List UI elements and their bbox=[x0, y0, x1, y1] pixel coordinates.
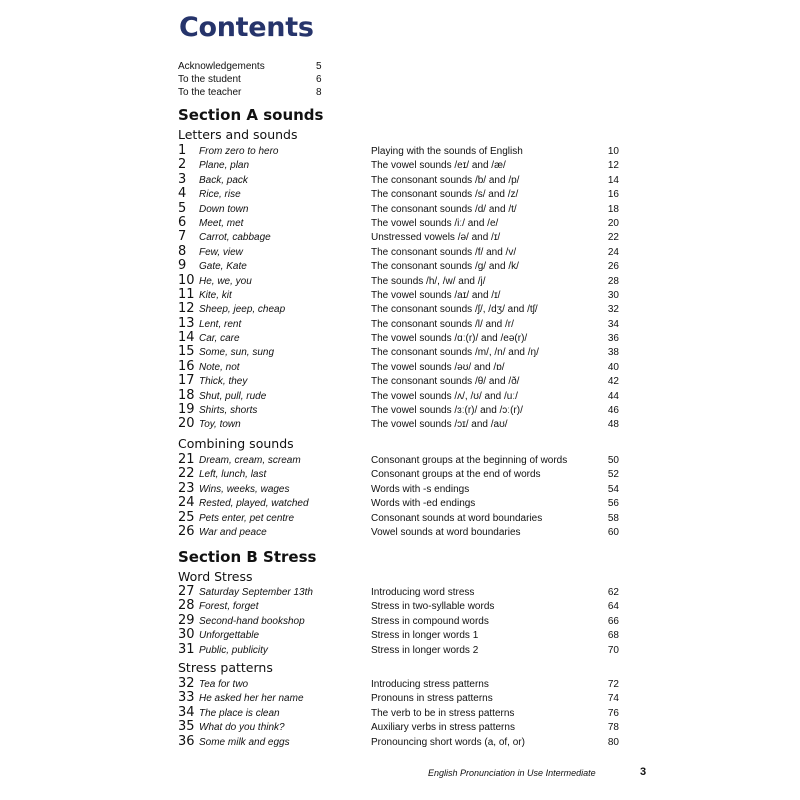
unit-description: Stress in longer words 1 bbox=[371, 630, 479, 642]
unit-page: 28 bbox=[607, 275, 619, 287]
unit-page: 46 bbox=[607, 405, 619, 417]
unit-page: 54 bbox=[607, 483, 619, 495]
unit-number: 27 bbox=[178, 584, 195, 599]
unit-row[interactable] bbox=[178, 243, 623, 260]
unit-number: 32 bbox=[178, 676, 195, 691]
unit-number: 22 bbox=[178, 466, 195, 482]
unit-page: 72 bbox=[607, 679, 619, 690]
unit-number: 25 bbox=[178, 509, 195, 525]
unit-page: 78 bbox=[607, 722, 619, 734]
unit-row[interactable] bbox=[178, 733, 623, 750]
unit-description: Unstressed vowels /ə/ and /ɪ/ bbox=[371, 232, 501, 244]
unit-page: 62 bbox=[607, 587, 619, 598]
unit-number: 26 bbox=[178, 523, 195, 539]
unit-number: 12 bbox=[178, 301, 195, 317]
unit-description: Stress in compound words bbox=[371, 615, 489, 627]
unit-number: 1 bbox=[178, 143, 187, 158]
unit-row[interactable] bbox=[178, 629, 623, 643]
front-matter-label: Acknowledgements bbox=[178, 61, 265, 72]
unit-title: Public, publicity bbox=[199, 644, 268, 656]
unit-number: 5 bbox=[178, 200, 187, 216]
unit-row[interactable] bbox=[178, 418, 623, 432]
unit-page: 58 bbox=[607, 512, 619, 524]
page-title: Contents bbox=[179, 12, 314, 43]
unit-list-letters-and-sounds bbox=[178, 145, 623, 433]
unit-number: 14 bbox=[178, 330, 195, 346]
unit-page: 74 bbox=[607, 693, 619, 705]
unit-description: The consonant sounds /ʃ/, /dʒ/ and /tʃ/ bbox=[371, 304, 538, 316]
section-a-heading: Section A sounds bbox=[178, 106, 324, 124]
front-matter-label: To the teacher bbox=[178, 87, 242, 98]
unit-title: Tea for two bbox=[199, 679, 249, 690]
unit-list-word-stress bbox=[178, 586, 623, 658]
unit-description: Stress in longer words 2 bbox=[371, 644, 479, 656]
unit-row[interactable] bbox=[178, 171, 623, 188]
unit-page: 34 bbox=[607, 318, 619, 330]
unit-description: Vowel sounds at word boundaries bbox=[371, 526, 521, 538]
unit-page: 36 bbox=[607, 333, 619, 345]
unit-row[interactable] bbox=[178, 303, 623, 317]
front-matter-label: To the student bbox=[178, 74, 241, 85]
unit-page: 32 bbox=[607, 304, 619, 316]
unit-description: Introducing stress patterns bbox=[371, 679, 489, 690]
unit-number: 2 bbox=[178, 157, 187, 173]
unit-number: 11 bbox=[178, 286, 195, 302]
front-matter-page: 8 bbox=[316, 87, 322, 98]
unit-description: Consonant sounds at word boundaries bbox=[371, 512, 543, 524]
unit-page: 24 bbox=[607, 246, 619, 258]
unit-description: Words with -ed endings bbox=[371, 498, 476, 510]
unit-number: 29 bbox=[178, 612, 195, 628]
unit-row[interactable] bbox=[178, 586, 623, 600]
unit-row[interactable] bbox=[178, 231, 623, 245]
unit-row[interactable] bbox=[178, 678, 623, 692]
front-matter-list bbox=[178, 60, 328, 99]
unit-page: 42 bbox=[607, 376, 619, 388]
unit-title: Dream, cream, scream bbox=[199, 455, 301, 466]
unit-number: 10 bbox=[178, 272, 195, 288]
unit-number: 15 bbox=[178, 344, 195, 360]
unit-title: Gate, Kate bbox=[199, 261, 247, 273]
unit-title: Plane, plan bbox=[199, 160, 250, 172]
unit-title: Note, not bbox=[199, 361, 240, 373]
unit-title: Sheep, jeep, cheap bbox=[199, 304, 286, 316]
unit-row[interactable] bbox=[178, 375, 623, 389]
unit-description: The vowel sounds /ɑː(r)/ and /eə(r)/ bbox=[371, 333, 528, 345]
unit-number: 20 bbox=[178, 416, 195, 432]
unit-title: Toy, town bbox=[199, 419, 241, 431]
unit-row[interactable] bbox=[178, 145, 623, 159]
unit-page: 60 bbox=[607, 526, 619, 538]
unit-title: From zero to hero bbox=[199, 146, 279, 157]
unit-title: Unforgettable bbox=[199, 630, 260, 642]
unit-description: The verb to be in stress patterns bbox=[371, 707, 515, 719]
unit-list-stress-patterns bbox=[178, 678, 623, 750]
unit-title: Rested, played, watched bbox=[199, 498, 309, 510]
unit-number: 16 bbox=[178, 358, 195, 374]
unit-title: Down town bbox=[199, 203, 249, 215]
unit-number: 6 bbox=[178, 214, 187, 230]
unit-page: 20 bbox=[607, 217, 619, 229]
unit-title: Car, care bbox=[199, 333, 240, 345]
unit-description: The vowel sounds /eɪ/ and /æ/ bbox=[371, 160, 506, 172]
unit-description: The consonant sounds /g/ and /k/ bbox=[371, 261, 519, 273]
unit-title: Forest, forget bbox=[199, 601, 259, 613]
unit-row[interactable] bbox=[178, 200, 623, 217]
group-heading-combining-sounds: Combining sounds bbox=[178, 436, 294, 451]
unit-number: 17 bbox=[178, 373, 195, 389]
unit-title: Carrot, cabbage bbox=[199, 232, 271, 244]
unit-description: Stress in two-syllable words bbox=[371, 601, 495, 613]
unit-row[interactable] bbox=[178, 346, 623, 360]
unit-description: The vowel sounds /iː/ and /e/ bbox=[371, 217, 499, 229]
unit-description: The consonant sounds /s/ and /z/ bbox=[371, 189, 519, 201]
group-heading-word-stress: Word Stress bbox=[178, 569, 253, 584]
unit-title: What do you think? bbox=[199, 722, 285, 734]
unit-title: Shirts, shorts bbox=[199, 405, 258, 417]
unit-row[interactable] bbox=[178, 159, 623, 173]
unit-number: 3 bbox=[178, 171, 187, 187]
front-matter-item[interactable] bbox=[178, 73, 328, 86]
section-b-heading: Section B Stress bbox=[178, 548, 317, 566]
unit-page: 16 bbox=[607, 189, 619, 201]
unit-row[interactable] bbox=[178, 214, 623, 231]
unit-description: The vowel sounds /əʊ/ and /ɒ/ bbox=[371, 361, 505, 373]
unit-description: Playing with the sounds of English bbox=[371, 146, 523, 157]
unit-title: Lent, rent bbox=[199, 318, 242, 330]
unit-page: 12 bbox=[607, 160, 619, 172]
unit-description: Pronouns in stress patterns bbox=[371, 693, 493, 705]
unit-number: 24 bbox=[178, 495, 195, 511]
unit-page: 52 bbox=[607, 469, 619, 481]
unit-number: 13 bbox=[178, 315, 195, 331]
unit-title: War and peace bbox=[199, 526, 267, 538]
unit-number: 30 bbox=[178, 627, 195, 643]
unit-page: 38 bbox=[607, 347, 619, 359]
unit-description: The consonant sounds /l/ and /r/ bbox=[371, 318, 514, 330]
unit-description: The vowel sounds /aɪ/ and /ɪ/ bbox=[371, 289, 501, 301]
unit-title: Saturday September 13th bbox=[199, 587, 313, 598]
unit-title: Some, sun, sung bbox=[199, 347, 275, 359]
unit-row[interactable] bbox=[178, 497, 623, 511]
unit-page: 40 bbox=[607, 361, 619, 373]
unit-description: Consonant groups at the beginning of words bbox=[371, 455, 568, 466]
unit-title: Rice, rise bbox=[199, 189, 241, 201]
unit-number: 18 bbox=[178, 387, 195, 403]
unit-title: Left, lunch, last bbox=[199, 469, 267, 481]
unit-page: 10 bbox=[607, 146, 619, 157]
unit-row[interactable] bbox=[178, 272, 623, 289]
unit-row[interactable] bbox=[178, 480, 623, 497]
unit-page: 14 bbox=[607, 174, 619, 186]
footer-book-title: English Pronunciation in Use Intermediate bbox=[428, 768, 596, 778]
unit-title: Kite, kit bbox=[199, 289, 232, 301]
unit-number: 31 bbox=[178, 641, 195, 657]
unit-description: Introducing word stress bbox=[371, 587, 475, 598]
unit-description: The vowel sounds /ʌ/, /ʊ/ and /uː/ bbox=[371, 390, 518, 402]
front-matter-page: 6 bbox=[316, 74, 322, 85]
unit-row[interactable] bbox=[178, 332, 623, 346]
unit-number: 4 bbox=[178, 186, 187, 202]
unit-title: Meet, met bbox=[199, 217, 244, 229]
unit-page: 30 bbox=[607, 289, 619, 301]
unit-title: Second-hand bookshop bbox=[199, 615, 305, 627]
unit-row[interactable] bbox=[178, 286, 623, 303]
unit-description: The vowel sounds /ɔɪ/ and /aʊ/ bbox=[371, 419, 508, 431]
unit-row[interactable] bbox=[178, 692, 623, 706]
unit-page: 70 bbox=[607, 644, 619, 656]
unit-page: 48 bbox=[607, 419, 619, 431]
unit-page: 76 bbox=[607, 707, 619, 719]
unit-title: Shut, pull, rude bbox=[199, 390, 267, 402]
unit-row[interactable] bbox=[178, 704, 623, 721]
unit-page: 22 bbox=[607, 232, 619, 244]
unit-number: 9 bbox=[178, 258, 187, 274]
unit-row[interactable] bbox=[178, 387, 623, 404]
unit-description: The consonant sounds /m/, /n/ and /ŋ/ bbox=[371, 347, 539, 359]
unit-page: 64 bbox=[607, 601, 619, 613]
unit-description: Pronouncing short words (a, of, or) bbox=[371, 736, 525, 748]
unit-row[interactable] bbox=[178, 641, 623, 658]
unit-number: 23 bbox=[178, 480, 195, 496]
unit-row[interactable] bbox=[178, 468, 623, 482]
unit-number: 8 bbox=[178, 243, 187, 259]
unit-page: 18 bbox=[607, 203, 619, 215]
unit-number: 36 bbox=[178, 733, 195, 749]
unit-title: Wins, weeks, wages bbox=[199, 483, 290, 495]
unit-page: 80 bbox=[607, 736, 619, 748]
unit-title: The place is clean bbox=[199, 707, 280, 719]
unit-page: 56 bbox=[607, 498, 619, 510]
unit-row[interactable] bbox=[178, 721, 623, 735]
unit-title: He asked her her name bbox=[199, 693, 304, 705]
unit-row[interactable] bbox=[178, 600, 623, 614]
unit-row[interactable] bbox=[178, 188, 623, 202]
unit-title: Few, view bbox=[199, 246, 243, 258]
unit-page: 68 bbox=[607, 630, 619, 642]
unit-row[interactable] bbox=[178, 509, 623, 526]
unit-description: The sounds /h/, /w/ and /j/ bbox=[371, 275, 486, 287]
unit-description: The consonant sounds /θ/ and /ð/ bbox=[371, 376, 520, 388]
unit-row[interactable] bbox=[178, 404, 623, 418]
unit-number: 34 bbox=[178, 704, 195, 720]
unit-description: The consonant sounds /d/ and /t/ bbox=[371, 203, 517, 215]
unit-number: 7 bbox=[178, 229, 187, 245]
unit-title: Pets enter, pet centre bbox=[199, 512, 295, 524]
unit-description: The consonant sounds /f/ and /v/ bbox=[371, 246, 517, 258]
unit-number: 33 bbox=[178, 690, 195, 706]
unit-row[interactable] bbox=[178, 523, 623, 540]
unit-row[interactable] bbox=[178, 454, 623, 468]
unit-description: The vowel sounds /ɜː(r)/ and /ɔː(r)/ bbox=[371, 405, 523, 417]
unit-page: 66 bbox=[607, 615, 619, 627]
unit-page: 26 bbox=[607, 261, 619, 273]
group-heading-letters-and-sounds: Letters and sounds bbox=[178, 127, 298, 142]
group-heading-stress-patterns: Stress patterns bbox=[178, 660, 273, 675]
unit-description: Consonant groups at the end of words bbox=[371, 469, 541, 481]
unit-description: The consonant sounds /b/ and /p/ bbox=[371, 174, 520, 186]
unit-title: He, we, you bbox=[199, 275, 252, 287]
unit-number: 21 bbox=[178, 452, 195, 467]
unit-page: 50 bbox=[607, 455, 619, 466]
footer-page-number: 3 bbox=[640, 766, 647, 778]
unit-description: Words with -s endings bbox=[371, 483, 470, 495]
unit-row[interactable] bbox=[178, 358, 623, 375]
unit-title: Thick, they bbox=[199, 376, 248, 388]
unit-number: 28 bbox=[178, 598, 195, 614]
unit-title: Back, pack bbox=[199, 174, 248, 186]
unit-list-combining-sounds bbox=[178, 454, 623, 540]
unit-description: Auxiliary verbs in stress patterns bbox=[371, 722, 515, 734]
front-matter-page: 5 bbox=[316, 61, 322, 72]
front-matter-item[interactable] bbox=[178, 60, 328, 73]
unit-row[interactable] bbox=[178, 612, 623, 629]
unit-page: 44 bbox=[607, 390, 619, 402]
unit-number: 19 bbox=[178, 402, 195, 418]
unit-number: 35 bbox=[178, 719, 195, 735]
unit-row[interactable] bbox=[178, 260, 623, 274]
front-matter-item[interactable] bbox=[178, 86, 328, 99]
unit-title: Some milk and eggs bbox=[199, 736, 290, 748]
unit-row[interactable] bbox=[178, 315, 623, 332]
